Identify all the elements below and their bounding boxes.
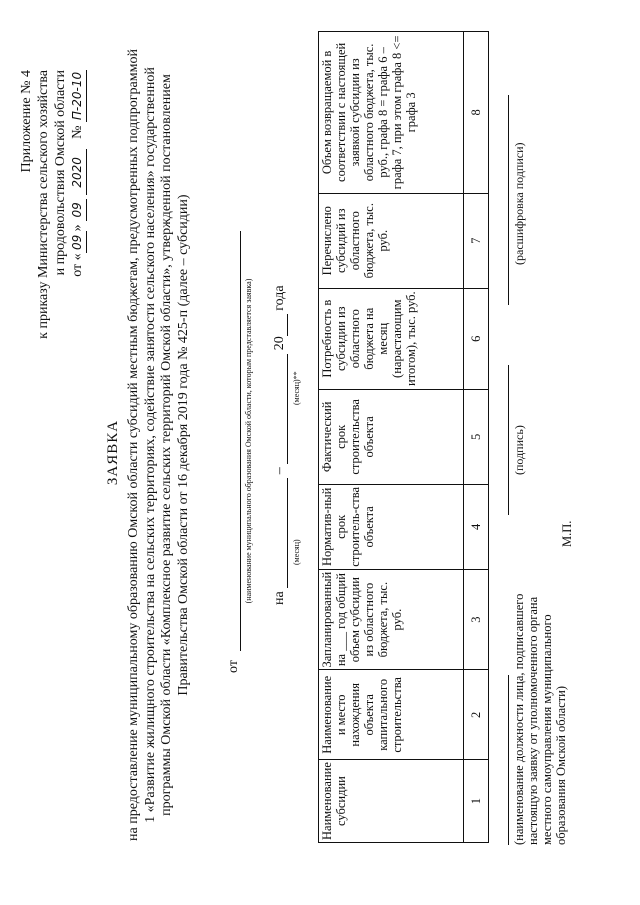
from-label: от xyxy=(226,660,241,673)
header-cell: Перечислено субсидий из областного бюджета, тыс. руб. xyxy=(319,193,464,288)
period-caption-right: (месяц)** xyxy=(292,371,301,405)
header-cell: Запланированный на ___ год общий объем субсидии из областного бюджета, тыс. руб. xyxy=(319,569,464,670)
header-cell: Объем возвращаемой в соответствии с настоящей заявкой субсидии из областного бюджета, тыс. руб., графа 8 = графа 6 – графа 7, при этом графа 8 <= графа 3 xyxy=(319,32,464,194)
position-caption: (наименование должности лица, подписавшего настоящую заявку от уполномоченного органа местного самоуправления муниципального образования Омской области) xyxy=(512,593,568,845)
column-number: 2 xyxy=(464,670,489,760)
column-number: 1 xyxy=(464,760,489,843)
order-number: П-20-10 xyxy=(69,70,87,122)
decode-line[interactable] xyxy=(508,95,509,305)
document-subtitle: на предоставление муниципальному образованию Омской области субсидий местным бюджетам, предусмотренных подпрограммой 1 «Развитие жилищного строительства на сельских территориях, содействие занятости сельского населения» государственной программы Омской области «Комплексное развитие сельских территорий Омской области», утвержденной постановлением Правительства Омской области от 16 декабря 2019 года № 425-п (далее – субсидии) xyxy=(126,49,191,841)
number-label: № xyxy=(70,125,85,139)
header-cell: Наименование субсидии xyxy=(319,760,464,843)
period-month-from[interactable] xyxy=(287,478,288,588)
table-number-row xyxy=(464,32,489,843)
period-year-blank[interactable] xyxy=(287,314,288,336)
period-line xyxy=(272,285,288,605)
date-mid: » xyxy=(70,224,85,232)
from-fill-line[interactable] xyxy=(240,231,241,651)
column-number: 5 xyxy=(464,389,489,484)
header-cell: Норматив-ный срок строитель-ства объекта xyxy=(319,484,464,569)
appendix-line2: к приказу Министерства сельского хозяйства xyxy=(36,70,51,339)
from-caption: (наименование муниципального образования Омской области, которым представляется заявка) xyxy=(244,278,253,604)
header-cell: Фактический срок строительства объекта xyxy=(319,389,464,484)
appendix-date-line xyxy=(69,70,87,339)
date-year: 2020 xyxy=(69,149,87,195)
signature-line[interactable] xyxy=(508,365,509,515)
column-number: 3 xyxy=(464,569,489,670)
appendix-block xyxy=(18,70,87,339)
subsidy-table xyxy=(318,31,489,843)
column-number: 4 xyxy=(464,484,489,569)
period-month-to[interactable] xyxy=(287,354,288,464)
decode-caption: (расшифровка подписи) xyxy=(512,142,526,265)
column-number: 7 xyxy=(464,193,489,288)
column-number: 8 xyxy=(464,32,489,194)
date-prefix: от « xyxy=(70,253,85,277)
stamp-place: М.П. xyxy=(560,520,574,547)
date-month: 09 xyxy=(69,199,87,221)
appendix-line3: и продовольствия Омской области xyxy=(53,70,68,276)
period-caption-left: (месяц) xyxy=(292,539,301,565)
period-year-suffix: года xyxy=(272,285,287,311)
header-cell: Потребность в субсидии из областного бюджета на месяц (нарастающим итогом), тыс. руб. xyxy=(319,288,464,389)
position-signature-line[interactable] xyxy=(508,675,509,845)
appendix-line1: Приложение № 4 xyxy=(19,70,34,173)
document-title: ЗАЯВКА xyxy=(105,419,121,486)
table-header-row xyxy=(319,32,464,843)
column-number: 6 xyxy=(464,288,489,389)
signature-caption: (подпись) xyxy=(512,425,526,475)
header-cell: Наименование и место нахождения объекта капитального строительства xyxy=(319,670,464,760)
period-year-prefix: 20 xyxy=(272,336,287,351)
date-day: 09 xyxy=(69,231,87,253)
period-prefix: на xyxy=(272,591,287,605)
period-dash: – xyxy=(272,467,287,475)
